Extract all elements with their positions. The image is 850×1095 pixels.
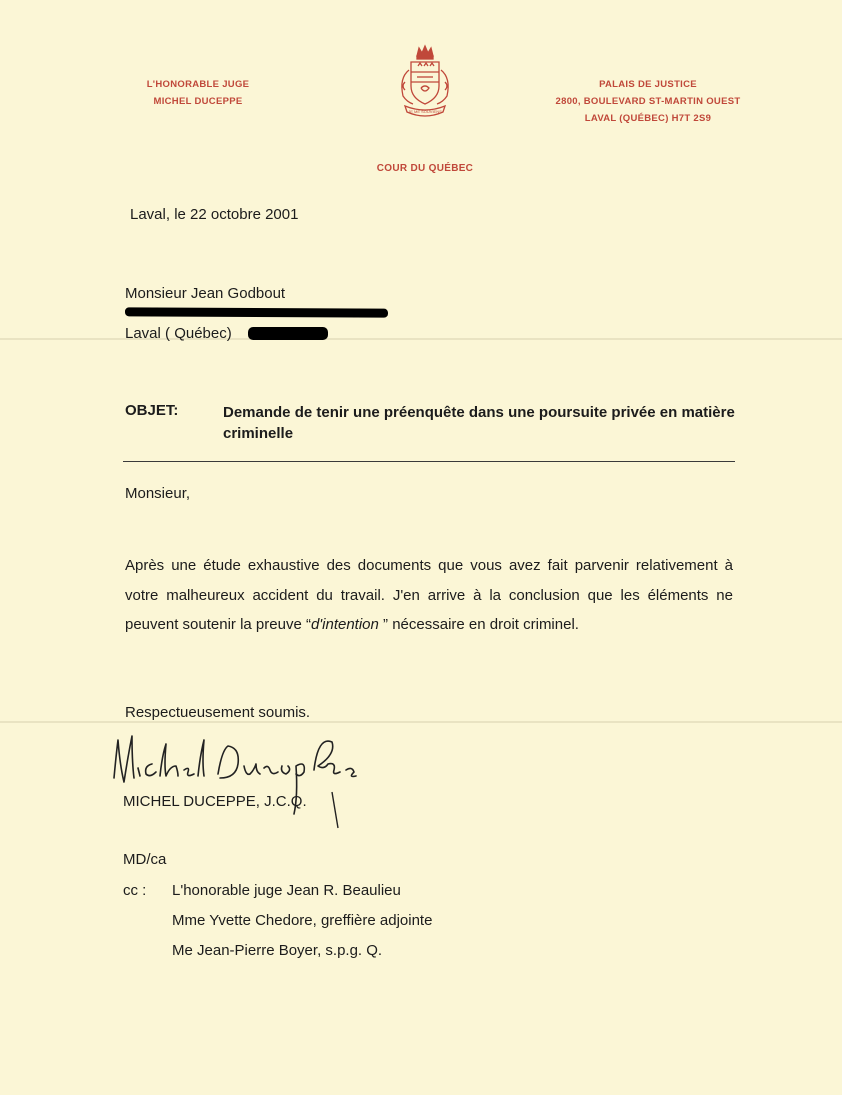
letter-date: Laval, le 22 octobre 2001 [130, 206, 299, 223]
recipient-name: Monsieur Jean Godbout [125, 285, 286, 302]
divider-line [123, 461, 735, 462]
salutation: Monsieur, [125, 485, 191, 502]
signature-stroke [330, 790, 340, 830]
objet-text: Demande de tenir une préenquête dans une poursuite privée en matière criminelle [223, 404, 735, 442]
redaction-bar [248, 327, 328, 340]
paper-fold [0, 721, 842, 723]
recipient-city: Laval ( Québec) [125, 325, 232, 342]
city-postal: LAVAL (QUÉBEC) H7T 2S9 [584, 113, 712, 124]
street-address: 2800, BOULEVARD ST-MARTIN OUEST [555, 96, 741, 107]
reference-initials: MD/ca [123, 851, 167, 868]
cc-item: L'honorable juge Jean R. Beaulieu [172, 882, 401, 899]
court-address-block [548, 76, 748, 127]
quebec-coat-of-arms-icon [393, 42, 457, 122]
signatory-name: MICHEL DUCEPPE, J.C.Q. [123, 793, 307, 810]
court-name: COUR DU QUÉBEC [376, 163, 474, 174]
palais-de-justice: PALAIS DE JUSTICE [599, 79, 697, 90]
crest-motto: JE ME SOUVIENS [408, 109, 442, 114]
cc-label: cc : [123, 882, 147, 899]
cc-item: Me Jean-Pierre Boyer, s.p.g. Q. [172, 942, 383, 959]
body-text-end: ” nécessaire en droit criminel. [378, 616, 579, 633]
closing: Respectueusement soumis. [125, 704, 311, 721]
judge-name: MICHEL DUCEPPE [153, 96, 243, 107]
signature-text: Michel Duceppe [110, 818, 118, 819]
cc-item: Mme Yvette Chedore, greffière adjointe [172, 912, 433, 929]
judge-title: L'HONORABLE JUGE [146, 79, 250, 90]
body-emphasis: d'intention [310, 616, 379, 633]
body-text: Après une étude exhaustive des documents que vous avez fait parvenir relativement à votre malheureux accident du travail. J'en arrive à la conclusion que les éléments ne peuvent soutenir la preuve “ [125, 557, 733, 633]
judge-block [138, 76, 258, 110]
objet-label: OBJET: [125, 402, 179, 419]
redaction-bar [125, 307, 388, 317]
body-paragraph [125, 551, 733, 640]
